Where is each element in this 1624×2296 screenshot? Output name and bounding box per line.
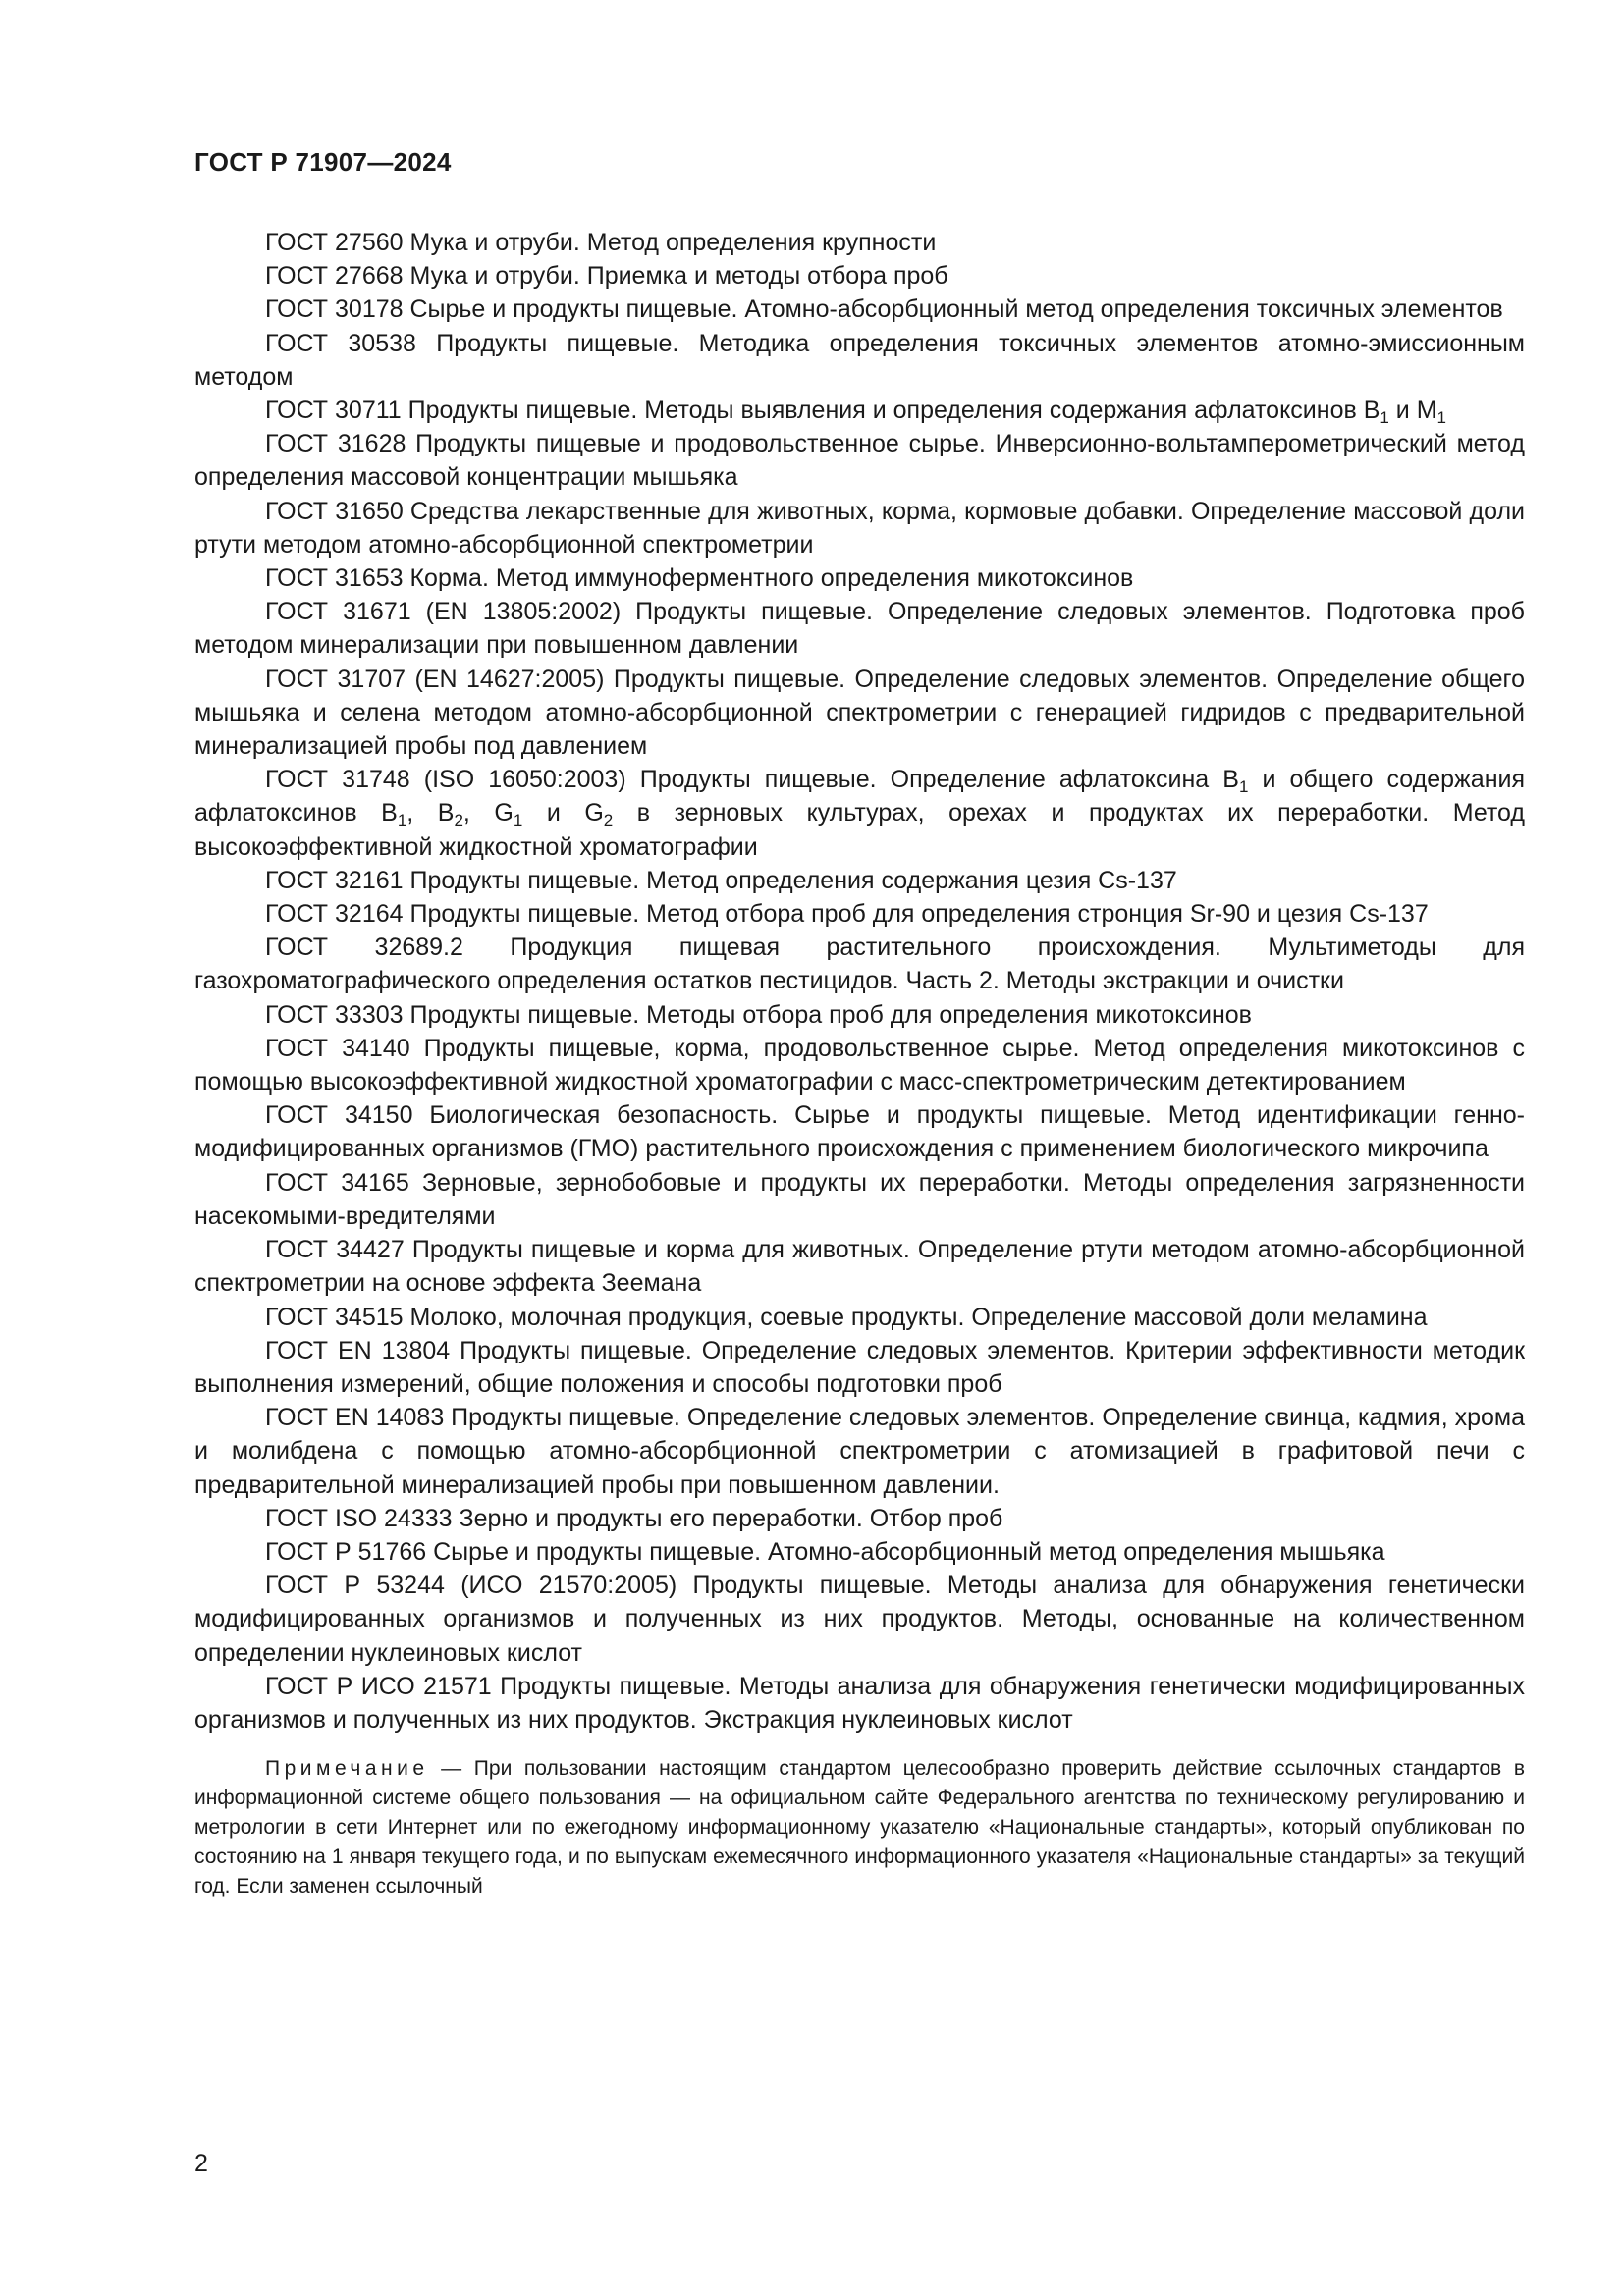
reference-item: ГОСТ EN 14083 Продукты пищевые. Определение следовых элементов. Определение свинца, кадмия, хрома и молибдена с помощью атомно-абсорбционной спектрометрии с атомизацией в графитовой печи с предварительной минерализацией пробы при повышенном давлении.	[194, 1404, 1525, 1499]
note-paragraph	[194, 1754, 1525, 1901]
reference-item: ГОСТ 27668 Мука и отруби. Приемка и методы отбора проб	[265, 262, 948, 291]
reference-item: ГОСТ 31671 (EN 13805:2002) Продукты пищевые. Определение следовых элементов. Подготовка проб методом минерализации при повышенном давлении	[194, 598, 1525, 660]
reference-text: и общего содержания афлатоксинов В	[194, 766, 1525, 828]
reference-item: ГОСТ 27560 Мука и отруби. Метод определения крупности	[265, 229, 937, 256]
reference-item: ГОСТ 31650 Средства лекарственные для животных, корма, кормовые добавки. Определение массовой доли ртути методом атомно-абсорбционной спектрометрии	[194, 497, 1525, 559]
reference-item: ГОСТ 34140 Продукты пищевые, корма, продовольственное сырье. Метод определения микотоксинов с помощью высокоэффективной жидкостной хроматографии с масс-спектрометрическим детектированием	[194, 1034, 1525, 1096]
reference-item: ГОСТ 34165 Зерновые, зернобобовые и продукты их переработки. Методы определения загрязненности насекомыми-вредителями	[194, 1168, 1525, 1230]
reference-text: ГОСТ 31748 (ISO 16050:2003) Продукты пищевые. Определение афлатоксина В	[265, 766, 1239, 794]
document-code-header: ГОСТ Р 71907—2024	[194, 147, 452, 177]
reference-text: , В	[406, 799, 455, 828]
subscript: 1	[1238, 777, 1249, 797]
reference-item: ГОСТ 32164 Продукты пищевые. Метод отбора проб для определения стронция Sr-90 и цезия Cs-137	[265, 900, 1429, 929]
reference-item: ГОСТ 31653 Корма. Метод иммуноферментного определения микотоксинов	[265, 564, 1134, 593]
reference-item: ГОСТ 30538 Продукты пищевые. Методика определения токсичных элементов атомно-эмиссионным методом	[194, 329, 1525, 391]
reference-text: ГОСТ 30711 Продукты пищевые. Методы выявления и определения содержания афлатоксинов В	[265, 397, 1380, 425]
subscript: 1	[1436, 408, 1447, 428]
reference-item: ГОСТ Р 53244 (ИСО 21570:2005) Продукты пищевые. Методы анализа для обнаружения генетически модифицированных организмов и полученных из них продуктов. Методы, основанные на количественном определении нуклеиновых кислот	[194, 1572, 1525, 1667]
page-number: 2	[194, 2150, 208, 2177]
reference-item: ГОСТ 33303 Продукты пищевые. Методы отбора проб для определения микотоксинов	[265, 1000, 1252, 1029]
reference-item: ГОСТ 32689.2 Продукция пищевая растительного происхождения. Мультиметоды для газохроматографического определения остатков пестицидов. Часть 2. Методы экстракции и очистки	[194, 934, 1525, 995]
reference-item	[194, 394, 1525, 427]
reference-item: ГОСТ Р 51766 Сырье и продукты пищевые. Атомно-абсорбционный метод определения мышьяка	[265, 1537, 1385, 1566]
subscript: 1	[397, 811, 407, 830]
reference-item: ГОСТ ISO 24333 Зерно и продукты его переработки. Отбор проб	[265, 1504, 1003, 1532]
reference-item: ГОСТ 34515 Молоко, молочная продукция, соевые продукты. Определение массовой доли меламина	[265, 1303, 1428, 1331]
reference-text: в зерновых культурах, орехах и продуктах их переработки. Метод высокоэффективной жидкостной хроматографии	[194, 799, 1526, 861]
subscript: 2	[603, 811, 614, 830]
reference-item	[194, 763, 1525, 864]
subscript: 2	[454, 811, 463, 830]
reference-item: ГОСТ 31707 (EN 14627:2005) Продукты пищевые. Определение следовых элементов. Определение общего мышьяка и селена методом атомно-абсорбционной спектрометрии с генерацией гидридов с предварительной минерализацией пробы под давлением	[194, 665, 1525, 761]
reference-item: ГОСТ 34427 Продукты пищевые и корма для животных. Определение ртути методом атомно-абсорбционной спектрометрии на основе эффекта Зеемана	[194, 1236, 1525, 1298]
reference-text: , G	[462, 799, 514, 828]
reference-text: и G	[522, 799, 604, 828]
reference-item: ГОСТ 31628 Продукты пищевые и продовольственное сырье. Инверсионно-вольтамперометрический метод определения массовой концентрации мышьяка	[194, 430, 1525, 492]
subscript: 1	[1380, 408, 1389, 428]
note-label: Примечание	[265, 1757, 429, 1781]
subscript: 1	[513, 811, 523, 830]
reference-item: ГОСТ EN 13804 Продукты пищевые. Определение следовых элементов. Критерии эффективности методик выполнения измерений, общие положения и способы подготовки проб	[194, 1336, 1525, 1398]
note-text: — При пользовании настоящим стандартом целесообразно проверить действие ссылочных стандартов в информационной системе общего пользования — на официальном сайте Федерального агентства по техническому регулированию и метрологии в сети Интернет или по ежегодному информационному указателю «Национальные стандарты», который опубликован по состоянию на 1 января текущего года, и по выпускам ежемесячного информационного указателя «Национальные стандарты» за текущий год. Если заменен ссылочный	[194, 1757, 1525, 1898]
reference-item: ГОСТ 30178 Сырье и продукты пищевые. Атомно-абсорбционный метод определения токсичных элементов	[265, 295, 1503, 324]
reference-item: ГОСТ Р ИСО 21571 Продукты пищевые. Методы анализа для обнаружения генетически модифицированных организмов и полученных из них продуктов. Экстракция нуклеиновых кислот	[194, 1672, 1525, 1734]
reference-text: и М	[1388, 397, 1437, 425]
reference-item: ГОСТ 34150 Биологическая безопасность. Сырье и продукты пищевые. Метод идентификации генно-модифицированных организмов (ГМО) растительного происхождения с применением биологического микрочипа	[194, 1101, 1525, 1163]
normative-references-list	[194, 226, 1525, 1922]
reference-item: ГОСТ 32161 Продукты пищевые. Метод определения содержания цезия Cs-137	[265, 866, 1177, 894]
